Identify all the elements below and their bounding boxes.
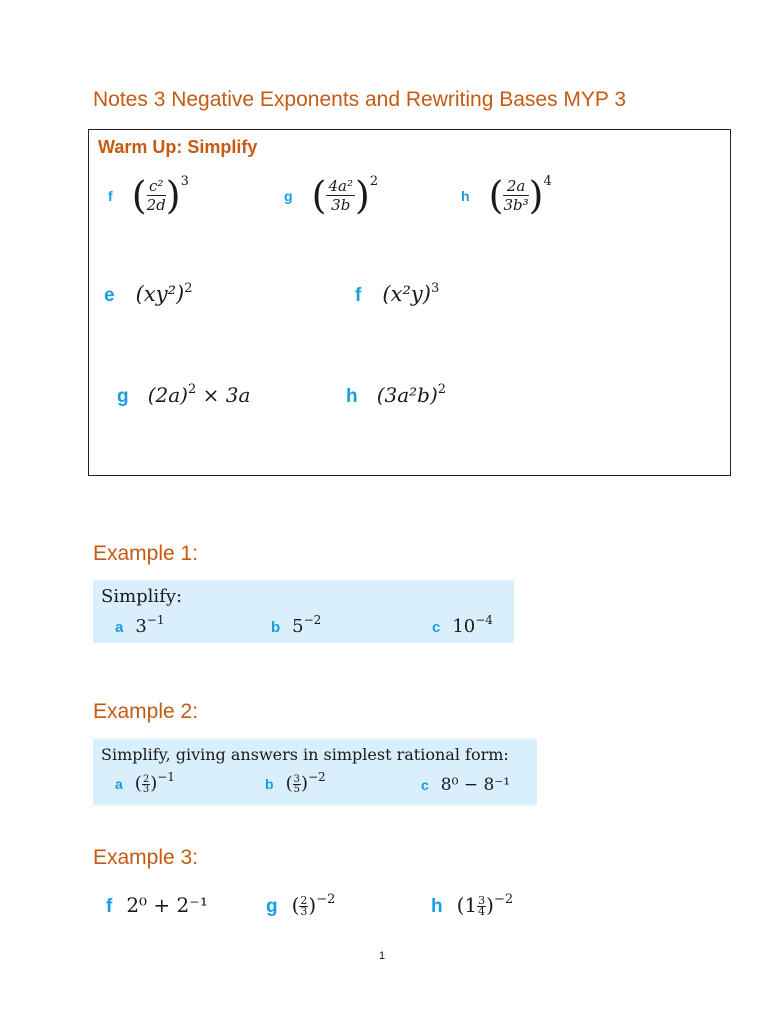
exponent: −2 [493,892,514,907]
fraction-numerator: c² [147,177,166,196]
warmup-item-h1: h ( $\frac{2a}{\text{3b³}}$ )$^4$ [461,173,552,217]
item-label: g [266,896,278,917]
item-label: f [106,896,113,917]
warmup-item-g1: g ( $\frac{\text{4a²}}{3b}$ )$^2$ [284,173,379,217]
example-2-box [93,739,537,805]
example-2-item-a: a ( $\frac{2}{3})^{-1}$ [115,770,175,795]
item-label: h [461,187,470,204]
expression: 2⁰ + 2⁻¹ [126,893,208,917]
example-1-item-b [271,613,322,637]
example-2-item-c [421,775,510,795]
warmup-item-f1: f ( $\frac{\text{c²}}{2d}$ )$^3$ [108,173,189,217]
fraction-numerator: 3 [293,773,300,785]
exponent: 2 [187,382,197,397]
expression-base: (xy²) [135,282,185,306]
item-label: a [115,619,124,636]
item-label: b [271,619,281,636]
item-label: g [117,386,129,407]
item-label: b [265,776,274,792]
exponent: 2 [437,382,447,397]
example-3-heading: Example 3: [93,846,199,869]
exponent: −1 [146,613,165,627]
fraction-numerator: 2 [142,773,150,785]
item-label: a [115,776,123,792]
exponent: −4 [475,613,493,627]
example-3-item-f [106,893,208,918]
exponent: 3 [430,281,440,296]
item-label: c [432,619,441,636]
fraction-denominator: 3 [300,905,308,918]
warmup-item-g2 [117,383,250,408]
fraction-numerator: 2 [300,894,308,907]
example-2-heading: Example 2: [93,700,199,723]
item-label: h [431,896,443,917]
warmup-item-h2 [346,383,446,408]
example-3-item-h: h (1 $\frac{3}{4})^{-2}$ [431,892,514,918]
exponent: 3 [180,173,189,189]
warmup-item-e [104,282,192,307]
fraction-denominator: 3 [142,783,150,795]
example-1-item-a [115,613,165,637]
example-1-item-c [432,613,493,637]
exponent: −2 [303,613,322,627]
item-label: f [355,285,362,306]
expression-base: 3 [135,616,147,637]
fraction-denominator: 4 [478,905,486,918]
mixed-whole: 1 [464,893,478,917]
item-label: h [346,386,358,407]
example-2-item-b: b ( $\frac{3}{5})^{-2}$ [265,770,326,795]
example-2-prompt: Simplify, giving answers in simplest rational form: [101,745,509,764]
expression-base: (x²y) [382,282,431,306]
exponent: −2 [308,770,326,784]
example-1-heading: Example 1: [93,542,199,565]
fraction-denominator: 2d [146,195,166,214]
expression-base: (3a²b) [376,383,438,407]
expression-base: (2a) [147,383,188,407]
warm-up-heading: Warm Up: Simplify [98,137,258,157]
exponent: −1 [157,770,175,784]
expression-base: 10 [452,616,476,637]
fraction-numerator: 2a [503,177,528,196]
item-label: e [104,285,115,306]
exponent: 2 [369,173,379,189]
fraction-denominator: 3b³ [503,195,529,214]
example-1-box [93,580,514,643]
example-3-item-g: g ( $\frac{2}{3})^{-2}$ [266,892,336,918]
fraction-denominator: 5 [293,783,300,795]
exponent: 4 [543,173,552,189]
item-label: f [108,187,113,204]
item-label: c [421,777,429,793]
example-1-prompt: Simplify: [101,586,183,607]
warmup-item-f2 [355,282,439,307]
fraction-denominator: 3b [331,195,351,214]
exponent: −2 [316,892,336,907]
exponent: 2 [184,281,193,296]
item-label: g [284,187,293,204]
expression-base: 5 [292,616,304,637]
page-title: Notes 3 Negative Exponents and Rewriting Bases MYP 3 [93,88,627,111]
expression-tail: × 3a [202,383,251,407]
fraction-numerator: 3 [478,894,486,907]
expression: 8⁰ − 8⁻¹ [440,775,511,795]
page-number: 1 [379,950,386,962]
fraction-numerator: 4a² [328,176,353,195]
